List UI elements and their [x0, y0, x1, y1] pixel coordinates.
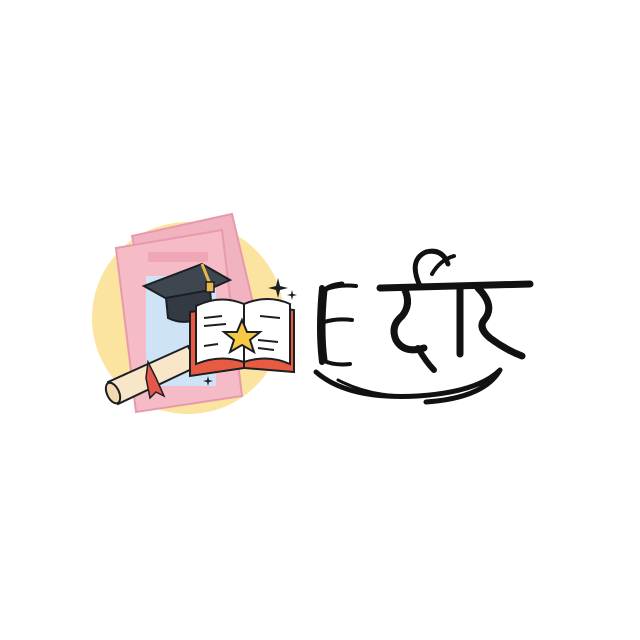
education-logo-illustration	[92, 200, 308, 420]
sparkle-icon	[287, 290, 297, 300]
wordmark-lettering	[308, 230, 538, 405]
wordmark-text	[0, 0, 1, 1]
